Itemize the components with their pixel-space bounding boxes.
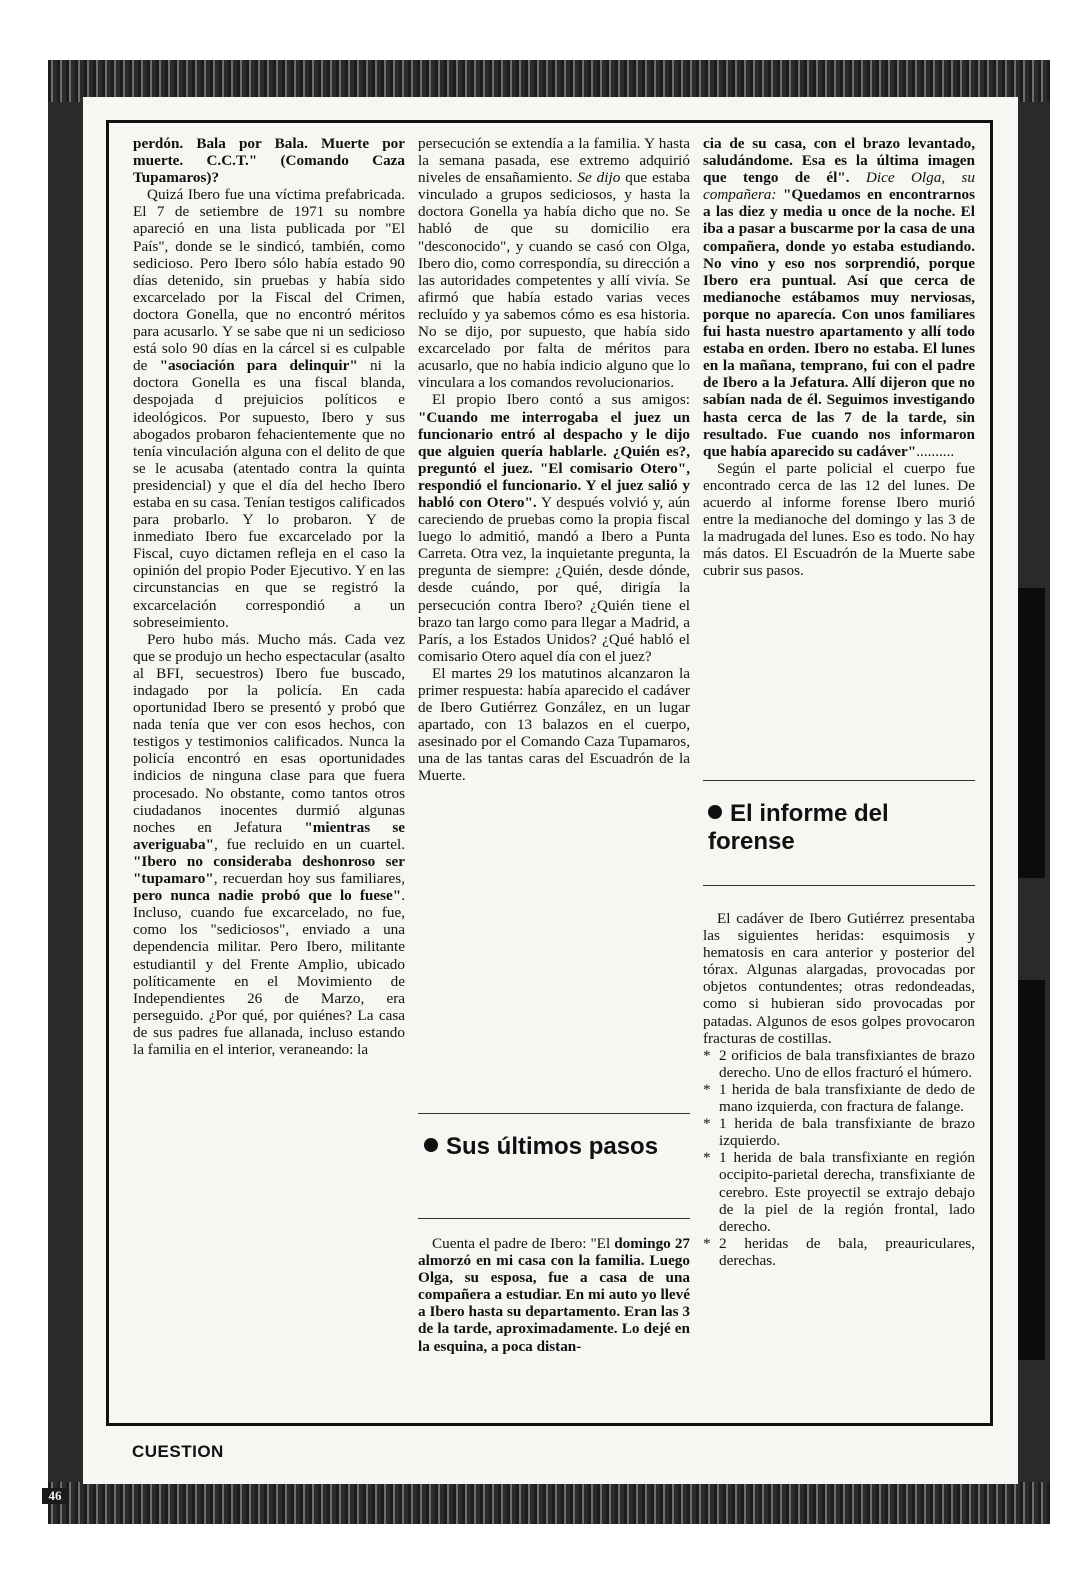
list-item xyxy=(703,1149,975,1234)
text: , fue recluido en un cuartel. xyxy=(214,835,405,853)
text: El propio Ibero contó a sus amigos: xyxy=(432,391,690,409)
paragraph xyxy=(418,1235,690,1355)
text: . Incluso, cuando fue excarcelado, no fue, como los "sediciosos", enviado a una dependencia militar. Pero Ibero, militante estudiantil y del Frente Amplio, ubicado políticamente en el Movimiento de Independientes 26 de Marzo, era perseguido. ¿Por qué, por quiénes? La casa de sus padres fue allanada, incluso estando la familia en el interior, veraneando: la xyxy=(133,887,405,1058)
text: persecución se extendía a la familia. Y hasta la semana pasada, ese extremo adquirió niveles de ensañamiento. xyxy=(418,135,690,187)
list-item-text: 1 herida de bala transfixiante de brazo izquierdo. xyxy=(719,1115,975,1150)
list-item-text: 2 heridas de bala, preauriculares, derechas. xyxy=(719,1234,975,1269)
section-rule xyxy=(703,780,975,781)
text: ni la doctora Gonella es una fiscal blanda, despojada d prejuicios políticos e ideológicos. Por supuesto, Ibero y sus abogados probaron fehacientemente que no tenía vinculación alguna con el delito de que se le acusaba (atentado contra la quinta presidencial) y que el día del hecho Ibero estaba en su casa. Tenían testigos calificados para probarlo. Y lo probaron. Y de inmediato Ibero fue excarcelado por la Fiscal, cuyo dictamen refleja en el caso la opinión del propio Poder Ejecutivo. Y en las circunstancias en que se registró la excarcelación correspondió a un sobreseimiento. xyxy=(133,357,406,631)
scan-edge-bar xyxy=(1015,588,1045,878)
paragraph xyxy=(418,135,690,391)
column-2-continued xyxy=(418,1235,690,1355)
heading-text: Sus últimos pasos xyxy=(446,1133,659,1160)
section-rule xyxy=(703,885,975,886)
text: El cadáver de Ibero Gutiérrez presentaba las siguientes heridas: esquimosis y hematosis en cara anterior y posterior del tórax. Algunas alargadas, provocadas por objetos contundentes; otras redondeadas, como si hubieran sido provocadas por patadas. Algunos de esos golpes provocaron fracturas de costillas. xyxy=(703,910,975,1047)
text: Y después volvió y, aún careciendo de pruebas como la propia fiscal luego lo admitió, mandó a Ibero a Punta Carreta. Otra vez, la inquietante pregunta, la pregunta de siempre: ¿Quién, desde dónde, desde cuándo, por qué, dirigía la persecución contra Ibero? ¿Quién tiene el brazo tan largo como para llegar a Madrid, a París, a los Estados Unidos? ¿Qué habló el comisario Otero aquel día con el juez? xyxy=(418,493,691,665)
paragraph xyxy=(418,391,690,665)
section-rule xyxy=(418,1218,690,1219)
text: Según el parte policial el cuerpo fue encontrado cerca de las 12 del lunes. De acuerdo al informe forense Ibero murió entre la medianoche del domingo y las 3 de la madrugada del lunes. Eso es todo. No hay más datos. El Escuadrón de la Muerte sabe cubrir sus pasos. xyxy=(703,459,975,580)
list-item xyxy=(703,1081,975,1115)
column-2 xyxy=(418,135,690,785)
bullet-icon xyxy=(424,1138,438,1152)
paragraph xyxy=(133,186,405,630)
text: Cuenta el padre de Ibero: "El xyxy=(432,1235,611,1252)
publication-name: CUESTION xyxy=(132,1442,224,1461)
paragraph xyxy=(133,631,405,1058)
text: El martes 29 los matutinos alcanzaron la primer respuesta: había aparecido el cadáver de Ibero Gutiérrez González, en un lugar apartado, con 13 balazos en el cuerpo, asesinado por el Comando Caza Tupamaros, una de las tantas caras del Escuadrón de la Muerte. xyxy=(418,664,690,785)
list-item xyxy=(703,1047,975,1081)
paragraph xyxy=(703,460,975,580)
scan-border-top xyxy=(48,60,1050,102)
column-3 xyxy=(703,135,975,579)
asterisk-icon: * xyxy=(703,1080,711,1098)
text: , recuerdan hoy sus familiares, xyxy=(213,870,405,888)
injury-list xyxy=(703,1047,975,1269)
page-number: 46 xyxy=(42,1488,68,1504)
scan-border-bottom xyxy=(48,1482,1050,1524)
list-item-text: 1 herida de bala transfixiante de dedo de mano izquierda, con fractura de falange. xyxy=(719,1080,975,1116)
bold-text: "asociación para delinquir" xyxy=(159,357,358,375)
bold-text: perdón. Bala por Bala. Muerte por muerte. C.C.T." (Comando Caza Tupamaros)? xyxy=(133,135,405,187)
asterisk-icon: * xyxy=(703,1115,711,1133)
bold-text: domingo 27 almorzó en mi casa con la familia. Luego Olga, su esposa, fue a casa de una compañera a estudiar. En mi auto yo llevé a Ibero hasta su departamento. Eran las 3 de la tarde, aproximadamente. Lo dejé en la esquina, a poca distan- xyxy=(418,1235,691,1355)
text: Pero hubo más. Mucho más. Cada vez que se produjo un hecho espectacular (asalto al BFI, secuestros) Ibero fue buscado, indagado por la policía. En cada oportunidad Ibero se presentó y probó que nada tenía que ver con esos hechos, con testigos y testimonios calificados. Nunca la policía encontró en esas oportunidades indicios de ninguna clase para que fuera procesado. No obstante, como tantos otros ciudadanos inocentes durmió algunas noches en Jefatura xyxy=(133,630,405,836)
bold-text: cia de su casa, con el brazo levantado, saludándome. Esa es la última imagen que tengo de él". xyxy=(703,135,975,187)
scan-edge-bar xyxy=(1015,980,1045,1360)
paragraph xyxy=(703,135,975,460)
text: que estaba vinculado a grupos sediciosos, y hasta la doctora Gonella ya había dicho que no. Se habló de que su domicilio era "desconocido", y cuando se casó con Olga, Ibero dio, como correspondía, su dirección a las autoridades competentes y allí vivía. Se afirmó que había estado varias veces recluído y ya sabemos cómo es esa historia. No se dijo, por supuesto, que había sido excarcelado por falta de méritos para acusarlo, que no había indicio alguno que lo vinculara a los comandos revolucionarios. xyxy=(418,169,691,392)
section-rule xyxy=(418,1113,690,1114)
bold-text: "Cuando me interrogaba el juez un funcionario entró al despacho y le dijo que alguien quería hablarle. ¿Quién es?, preguntó el juez. "El comisario Otero", respondió el funcionario. Y el juez salió y habló con Otero". xyxy=(418,408,690,511)
bold-text: pero nunca nadie probó que lo fuese" xyxy=(133,887,402,905)
asterisk-icon: * xyxy=(703,1149,711,1167)
asterisk-icon: * xyxy=(703,1046,711,1064)
bold-text: "Quedamos en encontrarnos a las diez y media u once de la noche. El iba a pasar a buscarme por la casa de una compañera, donde yo estaba estudiando. No vino y eso nos sorprendió, porque Ibero era puntual. Así que cerca de medianoche estábamos muy nerviosas, porque no aparecía. Con unos familiares fui hasta nuestro apartamento y allí todo estaba en orden. Ibero no estaba. El lunes en la mañana, temprano, fui con el padre de Ibero a la Jefatura. Allí dijeron que no sabían nada de él. Seguimos investigando hasta cerca de las 7 de la tarde, sin resultado. Fue cuando nos informaron que había aparecido su cadáver" xyxy=(703,186,975,460)
italic-text: Se dijo xyxy=(577,169,621,187)
paragraph xyxy=(703,910,975,1047)
column-1 xyxy=(133,135,405,1058)
list-item-text: 2 orificios de bala transfixiantes de brazo derecho. Uno de ellos fracturó el húmero. xyxy=(719,1046,975,1081)
column-3-continued xyxy=(703,910,975,1269)
bullet-icon xyxy=(708,805,722,819)
list-item xyxy=(703,1115,975,1149)
list-item-text: 1 herida de bala transfixiante en región occipito-parietal derecha, transfixiante de cerebro. Este proyectil se extrajo debajo de la piel de la región frontal, lado derecho. xyxy=(719,1149,975,1235)
italic-text: Dice Olga, su compañera: xyxy=(703,169,975,204)
section-heading-last-steps xyxy=(424,1133,686,1161)
asterisk-icon: * xyxy=(703,1234,711,1252)
bold-text: "Ibero no consideraba deshonroso ser "tupamaro" xyxy=(133,852,405,888)
text: Quizá Ibero fue una víctima prefabricada. El 7 de setiembre de 1971 su nombre apareció en una lista publicada por "El País", donde se le sindicó, también, como sedicioso. Pero Ibero sólo había estado 90 días detenido, sin pruebas y había sido excarcelado por la Fiscal del Crimen, doctora Gonella, que no encontró méritos para acusarlo. Y se sabe que ni un sedicioso está solo 90 días en la cárcel si es culpable de xyxy=(133,186,405,375)
heading-text: El informe del forense xyxy=(708,800,889,855)
list-item xyxy=(703,1235,975,1269)
paragraph xyxy=(133,135,405,186)
section-heading-forensic-report xyxy=(708,800,970,856)
paragraph xyxy=(418,665,690,785)
bold-text: "mientras se averiguaba" xyxy=(133,818,405,853)
text: .......... xyxy=(916,442,955,460)
